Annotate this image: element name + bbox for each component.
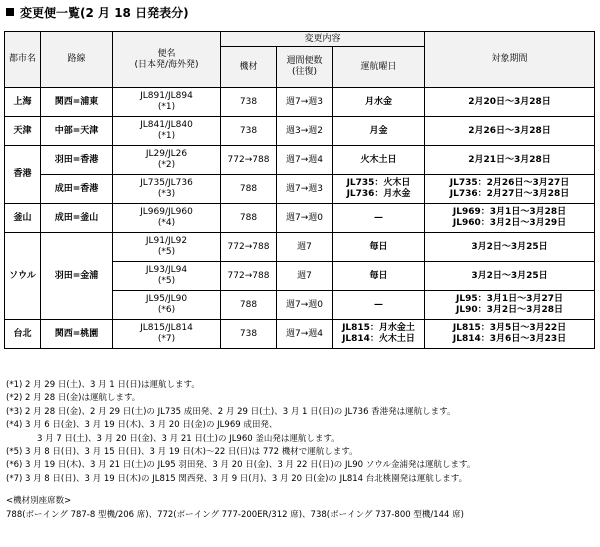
flight-numbers: JL91/JL92 [145,236,188,247]
period-cell: 2月26日～3月28日 [425,117,595,146]
flight-numbers: JL841/JL840 [140,120,193,131]
flight-cell [113,233,221,262]
flight-note-ref: (*5) [157,247,176,257]
route-cell: 関西=浦東 [41,88,113,117]
header-flight-line2: (日本発/海外発) [134,59,199,70]
page-title [6,4,189,21]
header-weekly [277,47,333,88]
days-cell [333,175,425,204]
flight-numbers: JL969/JL960 [140,207,193,218]
city-cell: 釜山 [5,204,41,233]
header-flight-line1: 便名 [157,48,176,59]
header-days: 運航曜日 [333,47,425,88]
aircraft-cell: 738 [221,117,277,146]
header-weekly-line2: (往復) [291,67,318,77]
flight-note-ref: (*2) [157,160,176,170]
period-cell: 3月2日～3月25日 [425,262,595,291]
header-city: 都市名 [5,32,41,88]
table-row [5,175,595,204]
days-line: JL735：火木日 [346,178,411,189]
note-line: (*6) 3 月 19 日(木)、3 月 21 日(土)の JL95 羽田発、3 月 20 日(金)、3 月 22 日(日)の JL90 ソウル金浦発は運航します。 [6,460,476,471]
aircraft-cell: 772→788 [221,233,277,262]
header-aircraft: 機材 [221,47,277,88]
aircraft-cell: 788 [221,204,277,233]
aircraft-cell: 738 [221,320,277,349]
note-line: (*3) 2 月 28 日(金)、2 月 29 日(土)の JL735 成田発、2 月 29 日(土)、3 月 1 日(日)の JL736 香港発は運航します。 [6,406,456,417]
note-line: 3 月 7 日(土)、3 月 20 日(金)、3 月 21 日(土)の JL960 釜山発は運航します。 [37,433,340,444]
weekly-cell: 週7→週4 [277,146,333,175]
note-line: (*1) 2 月 29 日(土)、3 月 1 日(日)は運航します。 [6,380,200,390]
flight-note-ref: (*6) [157,305,176,315]
seats-title: <機材別座席数> [6,496,72,507]
aircraft-cell: 738 [221,88,277,117]
period-line: JL960：3月2日～3月29日 [452,218,567,228]
period-cell: 3月2日～3月25日 [425,233,595,262]
flight-cell [113,88,221,117]
city-cell: 香港 [5,146,41,204]
weekly-cell: 週7→週0 [277,291,333,320]
days-cell: — [333,204,425,233]
weekly-cell: 週7→週3 [277,88,333,117]
flight-numbers: JL95/JL90 [145,294,188,305]
notes-section [6,379,594,522]
flight-note-ref: (*1) [157,102,176,112]
days-cell: 毎日 [333,262,425,291]
days-cell: 月水金 [333,88,425,117]
table-row [5,233,595,262]
period-cell: 2月21日～3月28日 [425,146,595,175]
flight-note-ref: (*4) [157,218,176,228]
period-cell [425,291,595,320]
weekly-cell: 週3→週2 [277,117,333,146]
route-cell: 中部=天津 [41,117,113,146]
flight-note-ref: (*1) [157,131,176,141]
note-line: (*7) 3 月 8 日(日)、3 月 19 日(木)の JL815 関西発、3 月 9 日(月)、3 月 20 日(金)の JL814 台北桃園発は運航します。 [6,473,468,484]
days-line: JL736：月水金 [346,189,411,199]
route-cell: 成田=香港 [41,175,113,204]
weekly-cell: 週7→週0 [277,204,333,233]
period-cell [425,320,595,349]
header-route: 路線 [41,32,113,88]
square-bullet-icon [6,8,14,16]
city-cell: 天津 [5,117,41,146]
days-cell: 火木土日 [333,146,425,175]
table-row [5,117,595,146]
note-line: (*2) 2 月 28 日(金)は運航します。 [6,393,141,404]
route-cell: 羽田=金浦 [41,233,113,320]
header-row [5,32,595,47]
period-cell [425,204,595,233]
note-line: (*5) 3 月 8 日(日)、3 月 15 日(日)、3 月 19 日(木)～22 日(日)は 772 機材で運航します。 [6,447,358,458]
aircraft-cell: 788 [221,175,277,204]
table-row [5,146,595,175]
period-cell: 2月20日～3月28日 [425,88,595,117]
days-line: JL815：月水金土 [342,323,415,334]
period-line: JL735：2月26日～3月27日 [449,178,570,189]
period-line: JL95：3月1日～3月27日 [456,294,563,305]
flight-cell [113,175,221,204]
flight-numbers: JL93/JL94 [145,265,188,276]
city-cell: ソウル [5,233,41,320]
header-flight [113,32,221,88]
aircraft-cell: 772→788 [221,262,277,291]
flight-numbers: JL29/JL26 [145,149,188,160]
period-line: JL814：3月6日～3月23日 [452,334,567,344]
aircraft-cell: 772→788 [221,146,277,175]
seats-text: 788(ボーイング 787-8 型機/206 席)、772(ボーイング 777-200ER/312 席)、738(ボーイング 737-800 型機/144 席) [6,509,464,520]
flight-numbers: JL735/JL736 [140,178,193,189]
weekly-cell: 週7→週3 [277,175,333,204]
flight-cell [113,291,221,320]
period-line: JL736：2月27日～3月28日 [449,189,570,199]
flight-numbers: JL891/JL894 [140,91,193,102]
period-line: JL815：3月5日～3月22日 [452,323,567,334]
flight-cell [113,146,221,175]
days-line: JL814：火木土日 [342,334,415,344]
flight-cell [113,320,221,349]
weekly-cell: 週7 [277,262,333,291]
days-cell: 毎日 [333,233,425,262]
flight-cell [113,262,221,291]
flight-cell [113,117,221,146]
days-cell [333,320,425,349]
route-cell: 羽田=香港 [41,146,113,175]
flight-note-ref: (*5) [157,276,176,286]
page-title-text: 変更便一覧(2 月 18 日発表分) [20,6,189,20]
flight-note-ref: (*7) [157,334,176,344]
flight-cell [113,204,221,233]
aircraft-cell: 788 [221,291,277,320]
city-cell: 上海 [5,88,41,117]
note-line: (*4) 3 月 6 日(金)、3 月 19 日(木)、3 月 20 日(金)の JL969 成田発、 [6,420,278,431]
header-weekly-line1: 週間便数 [286,56,323,67]
city-cell: 台北 [5,320,41,349]
route-cell: 関西=桃園 [41,320,113,349]
days-cell: 月金 [333,117,425,146]
period-line: JL90：3月2日～3月28日 [456,305,563,315]
flight-note-ref: (*3) [157,189,176,199]
route-cell: 成田=釜山 [41,204,113,233]
flight-change-table [4,31,595,349]
weekly-cell: 週7→週4 [277,320,333,349]
table-row [5,88,595,117]
header-changes: 変更内容 [221,32,425,47]
days-cell: — [333,291,425,320]
header-period: 対象期間 [425,32,595,88]
flight-numbers: JL815/JL814 [140,323,193,334]
period-cell [425,175,595,204]
period-line: JL969：3月1日～3月28日 [452,207,567,218]
table-row [5,320,595,349]
weekly-cell: 週7 [277,233,333,262]
table-row [5,204,595,233]
